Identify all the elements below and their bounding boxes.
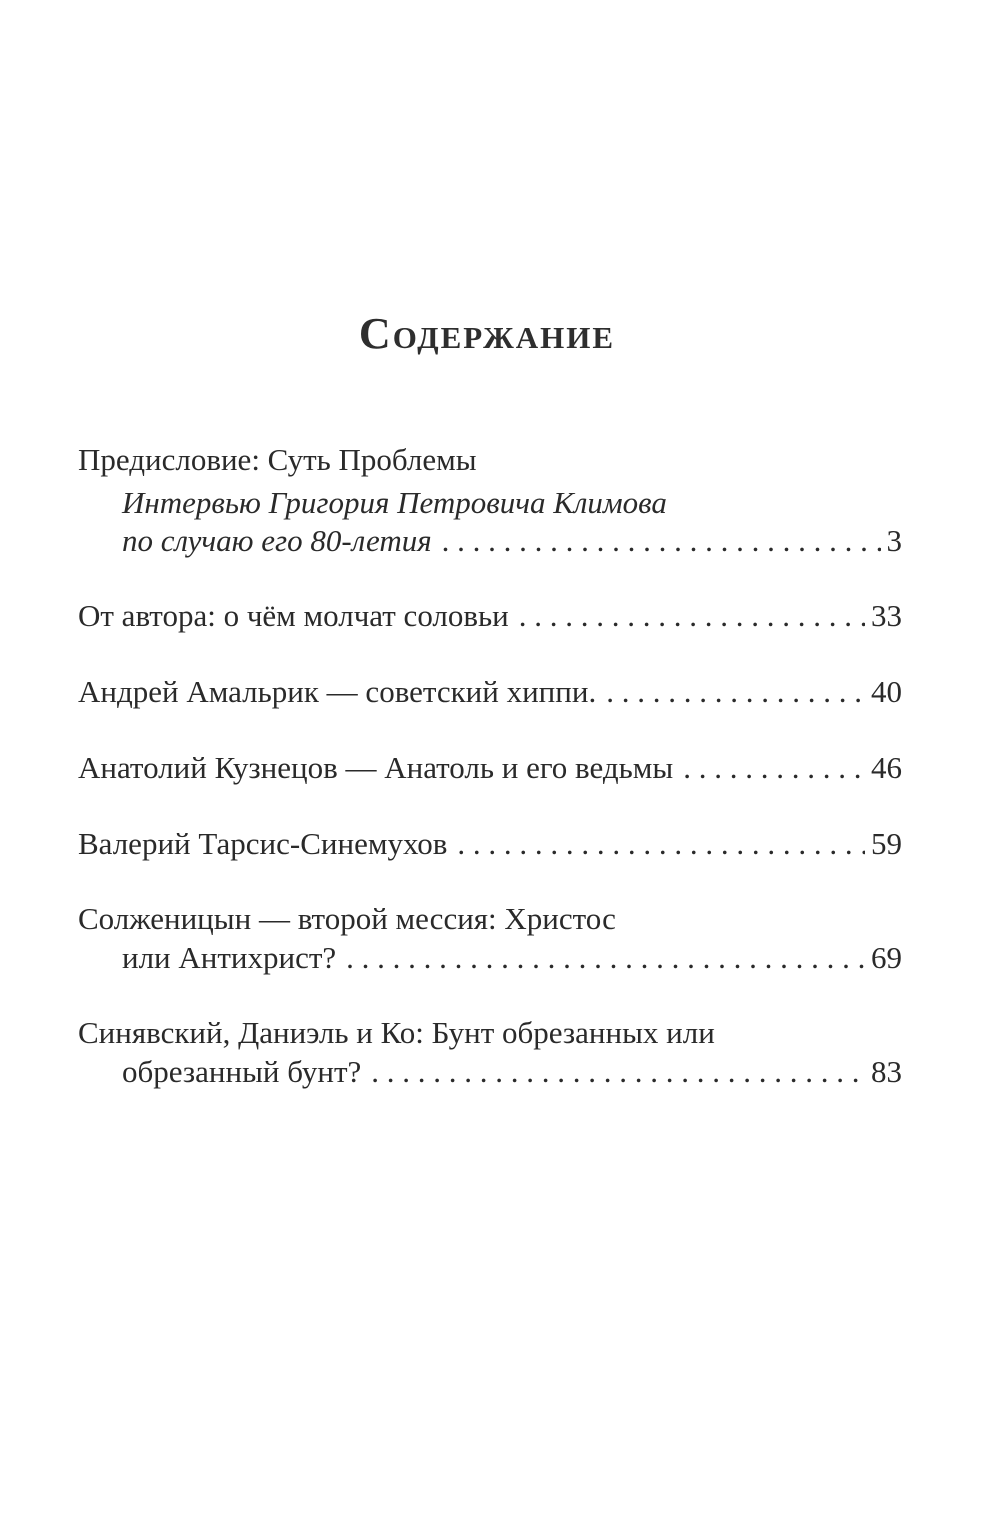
leader-dots	[346, 938, 865, 978]
toc-entry[interactable]	[122, 1052, 902, 1092]
toc-entry-text: Интервью Григория Петровича Климова	[122, 485, 667, 520]
toc-entry-text: Солженицын — второй мессия: Христос	[78, 901, 616, 936]
toc-entry-text: обрезанный бунт?	[122, 1054, 362, 1089]
toc-entry-text: Синявский, Даниэль и Ко: Бунт обрезанных или	[78, 1015, 715, 1050]
leader-dots	[442, 521, 881, 561]
toc-entry[interactable]	[78, 596, 902, 636]
toc-entry-text: или Антихрист?	[122, 940, 337, 975]
toc-page-number: 3	[886, 523, 902, 558]
toc-entry[interactable]	[78, 672, 902, 712]
toc-entry-text: От автора: о чём молчат соловьи	[78, 598, 509, 633]
toc-entry[interactable]	[122, 938, 902, 978]
leader-dots	[457, 824, 865, 864]
toc-entry-subline	[122, 483, 902, 523]
leader-dots	[371, 1052, 865, 1092]
toc-page-number: 40	[871, 674, 902, 709]
toc-entry[interactable]	[122, 521, 902, 561]
toc-entry-heading	[78, 440, 902, 480]
toc-entry-text: Предисловие: Суть Проблемы	[78, 442, 477, 477]
toc-page-number: 46	[871, 750, 902, 785]
toc-entry-heading	[78, 899, 902, 939]
leader-dots	[683, 748, 865, 788]
leader-dots	[519, 596, 865, 636]
toc-page-number: 59	[871, 826, 902, 861]
toc-entry-text: Валерий Тарсис-Синемухов	[78, 826, 448, 861]
toc-entry-text: по случаю его 80-летия	[122, 523, 432, 558]
toc-page-number: 83	[871, 1054, 902, 1089]
toc-entry-heading	[78, 1013, 902, 1053]
toc-entry-text: Анатолий Кузнецов — Анатоль и его ведьмы	[78, 750, 674, 785]
page-title: Содержание	[358, 309, 616, 358]
toc-entry[interactable]	[78, 824, 902, 864]
toc-entry[interactable]	[78, 748, 902, 788]
leader-dots	[606, 672, 865, 712]
toc-entry-text: Андрей Амальрик — советский хиппи.	[78, 674, 597, 709]
toc-page-number: 69	[871, 940, 902, 975]
toc-page-number: 33	[871, 598, 902, 633]
